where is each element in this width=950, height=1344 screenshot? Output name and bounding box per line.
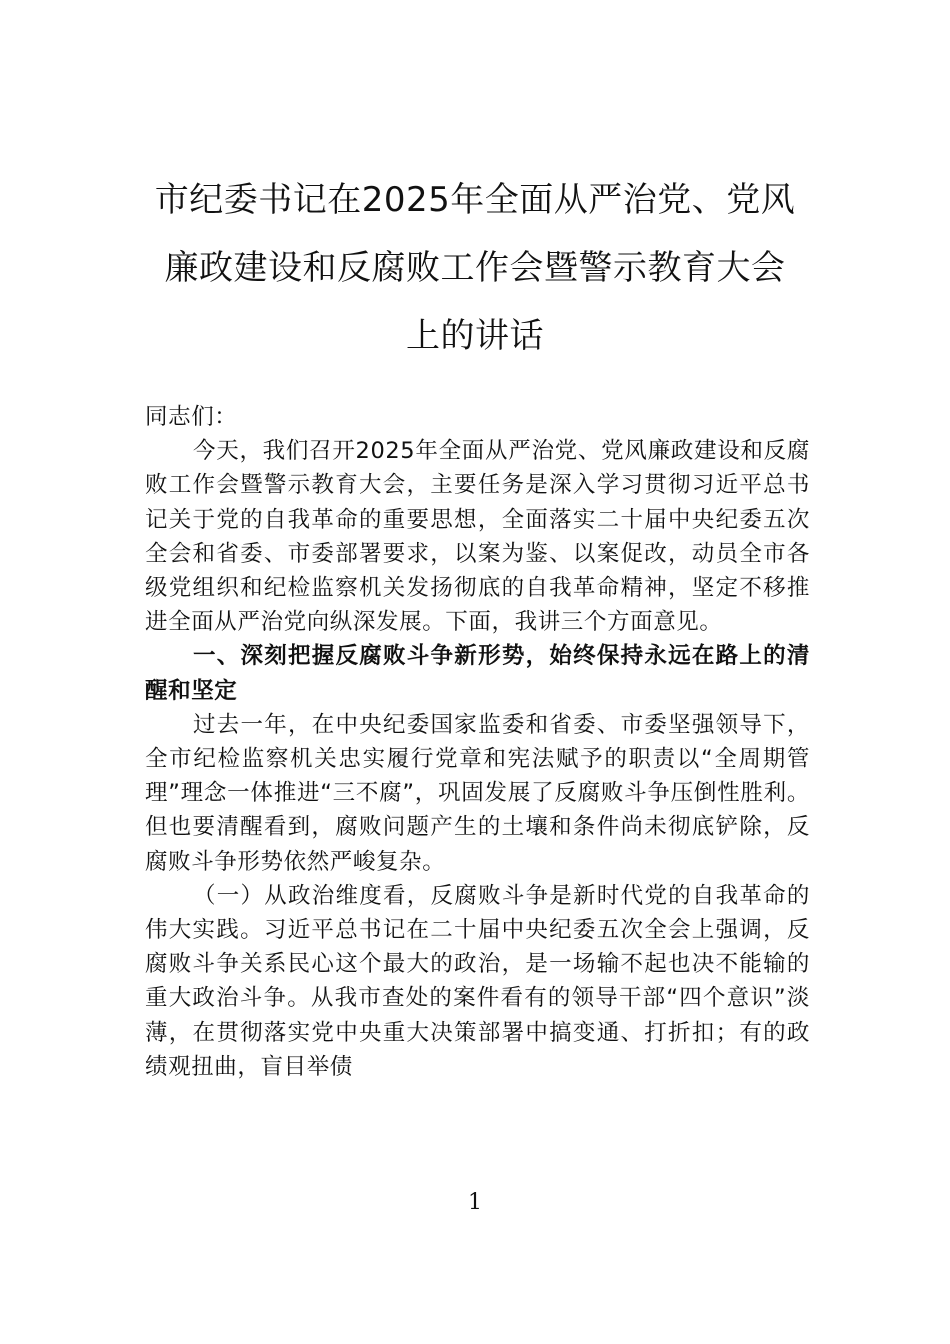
paragraph-subsection-1: （一）从政治维度看，反腐败斗争是新时代党的自我革命的伟大实践。习近平总书记在二十届中央纪委五次全会上强调，反腐败斗争关系民心这个最大的政治，是一场输不起也决不能输的重大政治斗争。从我市查处的案件看有的领导干部“四个意识”淡薄，在贯彻落实党中央重大决策部署中搞变通、打折扣；有的政绩观扭曲，盲目举债 bbox=[145, 882, 810, 1080]
page-number: 1 bbox=[468, 1190, 482, 1215]
paragraph-intro: 今天，我们召开2025年全面从严治党、党风廉政建设和反腐败工作会暨警示教育大会，主要任务是深入学习贯彻习近平总书记关于党的自我革命的重要思想，全面落实二十届中央纪委五次全会和省委、市委部署要求，以案为鉴、以案促改，动员全市各级党组织和纪检监察机关发扬彻底的自我革命精神，坚定不移推进全面从严治党向纵深发展。下面，我讲三个方面意见。 bbox=[145, 438, 810, 636]
salutation: 同志们： bbox=[145, 404, 238, 430]
paragraph-review: 过去一年，在中央纪委国家监委和省委、市委坚强领导下，全市纪检监察机关忠实履行党章和宪法赋予的职责以“全周期管理”理念一体推进“三不腐”，巩固发展了反腐败斗争压倒性胜利。但也要清醒看到，腐败问题产生的土壤和条件尚未彻底铲除，反腐败斗争形势依然严峻复杂。 bbox=[145, 711, 810, 875]
title-line-2: 廉政建设和反腐败工作会暨警示教育大会 bbox=[164, 248, 786, 288]
document-title bbox=[140, 166, 810, 370]
title-line-1: 市纪委书记在2025年全面从严治党、党风 bbox=[154, 180, 796, 220]
title-line-3: 上的讲话 bbox=[406, 316, 544, 356]
document-body bbox=[145, 400, 810, 1084]
section-heading-1: 一、深刻把握反腐败斗争新形势，始终保持永远在路上的清醒和坚定 bbox=[145, 643, 810, 704]
